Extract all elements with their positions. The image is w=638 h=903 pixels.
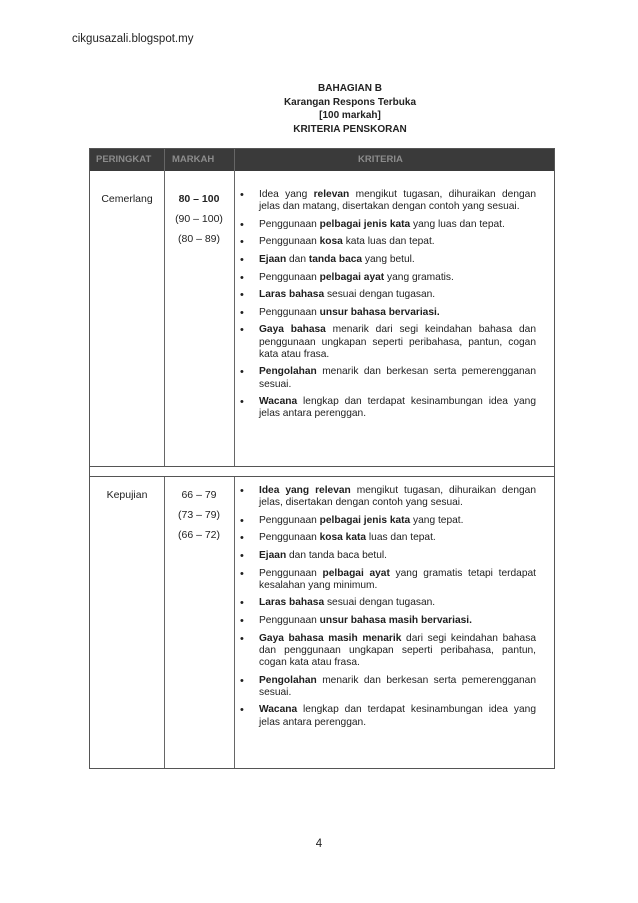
mark-subrange: (66 – 72) xyxy=(177,529,221,541)
criteria-item: • Wacana lengkap dan terdapat kesinambungan idea yang jelas antara perenggan. xyxy=(236,396,536,420)
section-subtitle: Karangan Respons Terbuka xyxy=(283,96,417,108)
level-cell: Kepujian xyxy=(106,489,148,501)
criteria-item: • Gaya bahasa menarik dari segi keindahan bahasa dan penggunaan ungkapan seperti peribahasa, pantun, cogan kata atau frasa. xyxy=(236,324,536,361)
criteria-item: • Laras bahasa sesuai dengan tugasan. xyxy=(236,597,536,609)
criteria-item: • Penggunaan pelbagai ayat yang gramatis. xyxy=(236,272,536,284)
criteria-item: • Penggunaan unsur bahasa masih bervariasi. xyxy=(236,615,536,627)
column-divider xyxy=(234,149,235,768)
criteria-item: • Penggunaan unsur bahasa bervariasi. xyxy=(236,307,536,319)
header-level: PERINGKAT xyxy=(96,154,152,165)
criteria-item: • Penggunaan kosa kata luas dan tepat. xyxy=(236,236,536,248)
criteria-list xyxy=(236,485,536,734)
total-marks: [100 markah] xyxy=(319,110,381,121)
mark-subrange: (80 – 89) xyxy=(177,233,221,245)
scoring-criteria-table xyxy=(89,148,555,769)
header-marks: MARKAH xyxy=(172,154,215,165)
criteria-item: • Penggunaan pelbagai jenis kata yang tepat. xyxy=(236,515,536,527)
criteria-item: • Idea yang relevan mengikut tugasan, dihuraikan dengan jelas dan matang, disertakan dengan contoh yang sesuai. xyxy=(236,189,536,213)
criteria-item: • Laras bahasa sesuai dengan tugasan. xyxy=(236,289,536,301)
criteria-item: • Ejaan dan tanda baca betul. xyxy=(236,550,536,562)
header-criteria: KRITERIA xyxy=(358,154,403,165)
document-heading xyxy=(200,82,500,136)
criteria-item: • Penggunaan pelbagai ayat yang gramatis tetapi terdapat kesalahan yang minimum. xyxy=(236,568,536,592)
mark-subrange: (90 – 100) xyxy=(175,213,223,225)
criteria-title: KRITERIA PENSKORAN xyxy=(293,123,407,135)
level-cell: Cemerlang xyxy=(101,193,153,205)
criteria-item: • Pengolahan menarik dan berkesan serta pemerengganan sesuai. xyxy=(236,675,536,699)
row-separator xyxy=(90,466,554,477)
page-number: 4 xyxy=(315,838,323,850)
criteria-item: • Penggunaan pelbagai jenis kata yang luas dan tepat. xyxy=(236,219,536,231)
mark-range: 80 – 100 xyxy=(178,193,220,205)
marks-cell xyxy=(164,485,234,545)
criteria-item: • Penggunaan kosa kata luas dan tepat. xyxy=(236,532,536,544)
criteria-item: • Pengolahan menarik dan berkesan serta pemerengganan sesuai. xyxy=(236,366,536,390)
criteria-item: • Ejaan dan tanda baca yang betul. xyxy=(236,254,536,266)
criteria-list xyxy=(236,189,536,426)
mark-subrange: (73 – 79) xyxy=(177,509,221,521)
criteria-item: • Idea yang relevan mengikut tugasan, dihuraikan dengan jelas, disertakan dengan contoh yang sesuai. xyxy=(236,485,536,509)
site-url: cikgusazali.blogspot.my xyxy=(72,33,194,45)
criteria-item: • Gaya bahasa masih menarik dari segi keindahan bahasa dan penggunaan ungkapan seperti peribahasa, pantun, cogan kata atau frasa. xyxy=(236,633,536,670)
section-title: BAHAGIAN B xyxy=(318,83,382,94)
table-header-row xyxy=(90,149,554,171)
mark-range: 66 – 79 xyxy=(181,489,217,501)
marks-cell xyxy=(164,189,234,249)
criteria-item: • Wacana lengkap dan terdapat kesinambungan idea yang jelas antara perenggan. xyxy=(236,704,536,728)
